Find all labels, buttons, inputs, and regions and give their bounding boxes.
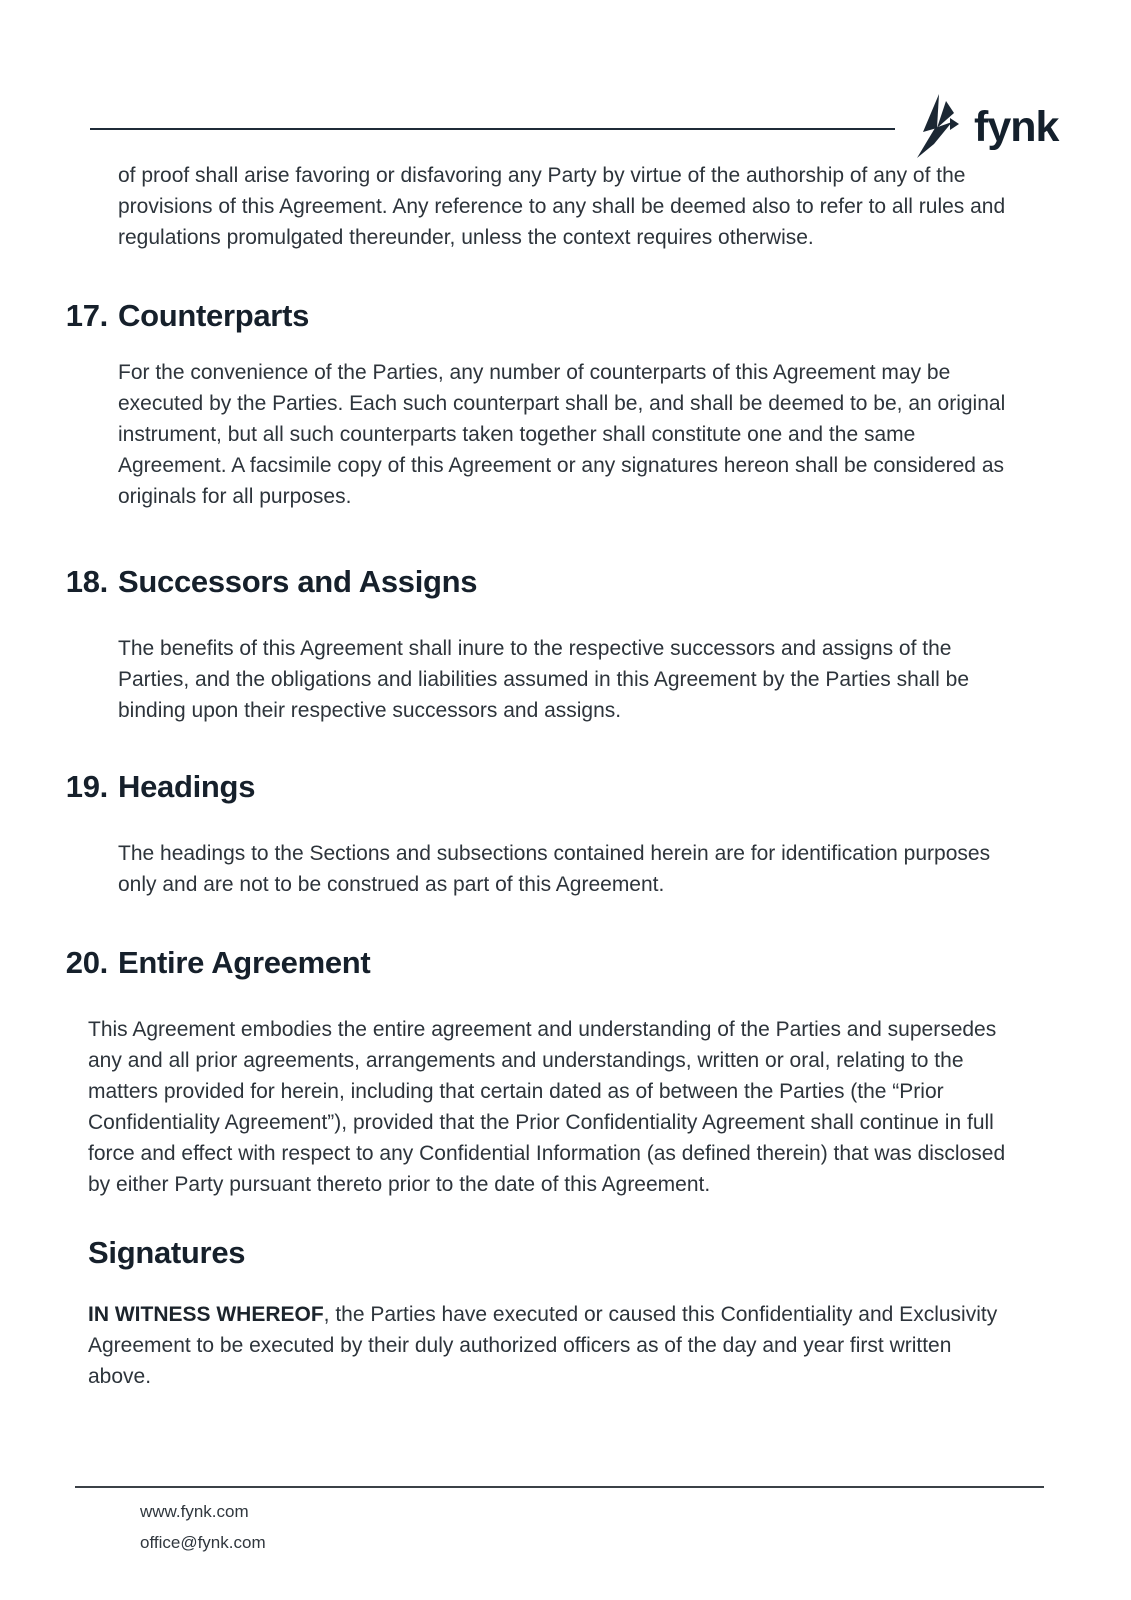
intro-paragraph: of proof shall arise favoring or disfavoring any Party by virtue of the authorship of any of the provisions of this Agreement. Any reference to any shall be deemed also to refer to all rules and regulations promulgated thereunder, unless the context requires otherwise. (118, 164, 1006, 249)
section-heading-counterparts (60, 297, 309, 335)
section-number: 18. (65, 564, 108, 599)
footer-email: office@fynk.com (140, 1533, 266, 1552)
section-body-entire-agreement: This Agreement embodies the entire agreement and understanding of the Parties and supersedes any and all prior agreements, arrangements and understandings, written or oral, relating to the matters provided for herein, including that certain dated as of between the Parties (the “Prior Confidentiality Agreement”), provided that the Prior Confidentiality Agreement shall continue in full force and effect with respect to any Confidential Information (as defined therein) that was disclosed by either Party pursuant thereto prior to the date of this Agreement. (88, 1018, 1006, 1196)
section-number: 17. (65, 298, 108, 333)
footer-website: www.fynk.com (140, 1502, 249, 1521)
witness-text: , the Parties have executed or caused this Confidentiality and Exclusivity Agreement to be executed by their duly authorized officers as of the day and year first written above. (88, 1303, 998, 1388)
section-number: 19. (65, 769, 108, 804)
section-body-headings: The headings to the Sections and subsections contained herein are for identification purposes only and are not to be construed as part of this Agreement. (118, 842, 991, 896)
section-body-counterparts: For the convenience of the Parties, any number of counterparts of this Agreement may be executed by the Parties. Each such counterpart shall be, and shall be deemed to be, an original instrument, but all such counterparts taken together shall constitute one and the same Agreement. A facsimile copy of this Agreement or any signatures hereon shall be considered as originals for all purposes. (118, 361, 1006, 508)
section-title: Headings (118, 769, 256, 804)
section-title: Counterparts (118, 298, 310, 333)
section-body-successors-and-assigns: The benefits of this Agreement shall inure to the respective successors and assigns of the Parties, and the obligations and liabilities assumed in this Agreement by the Parties shall be binding upon their respective successors and assigns. (118, 637, 969, 722)
header-divider-line (90, 128, 895, 130)
signatures-heading: Signatures (88, 1235, 246, 1270)
fynk-logo (913, 94, 1058, 160)
section-number: 20. (65, 945, 108, 980)
section-title: Successors and Assigns (118, 564, 478, 599)
fynk-logo-wordmark: fynk (974, 102, 1059, 151)
section-heading-headings (60, 768, 255, 806)
footer (140, 1496, 266, 1558)
origami-bird-icon (913, 94, 959, 160)
witness-bold-lead: IN WITNESS WHEREOF (88, 1303, 324, 1326)
section-heading-entire-agreement (60, 944, 370, 982)
section-title: Entire Agreement (118, 945, 371, 980)
witness-paragraph (88, 1299, 1020, 1392)
section-heading-successors-and-assigns (60, 563, 477, 601)
footer-divider-line (75, 1486, 1044, 1488)
